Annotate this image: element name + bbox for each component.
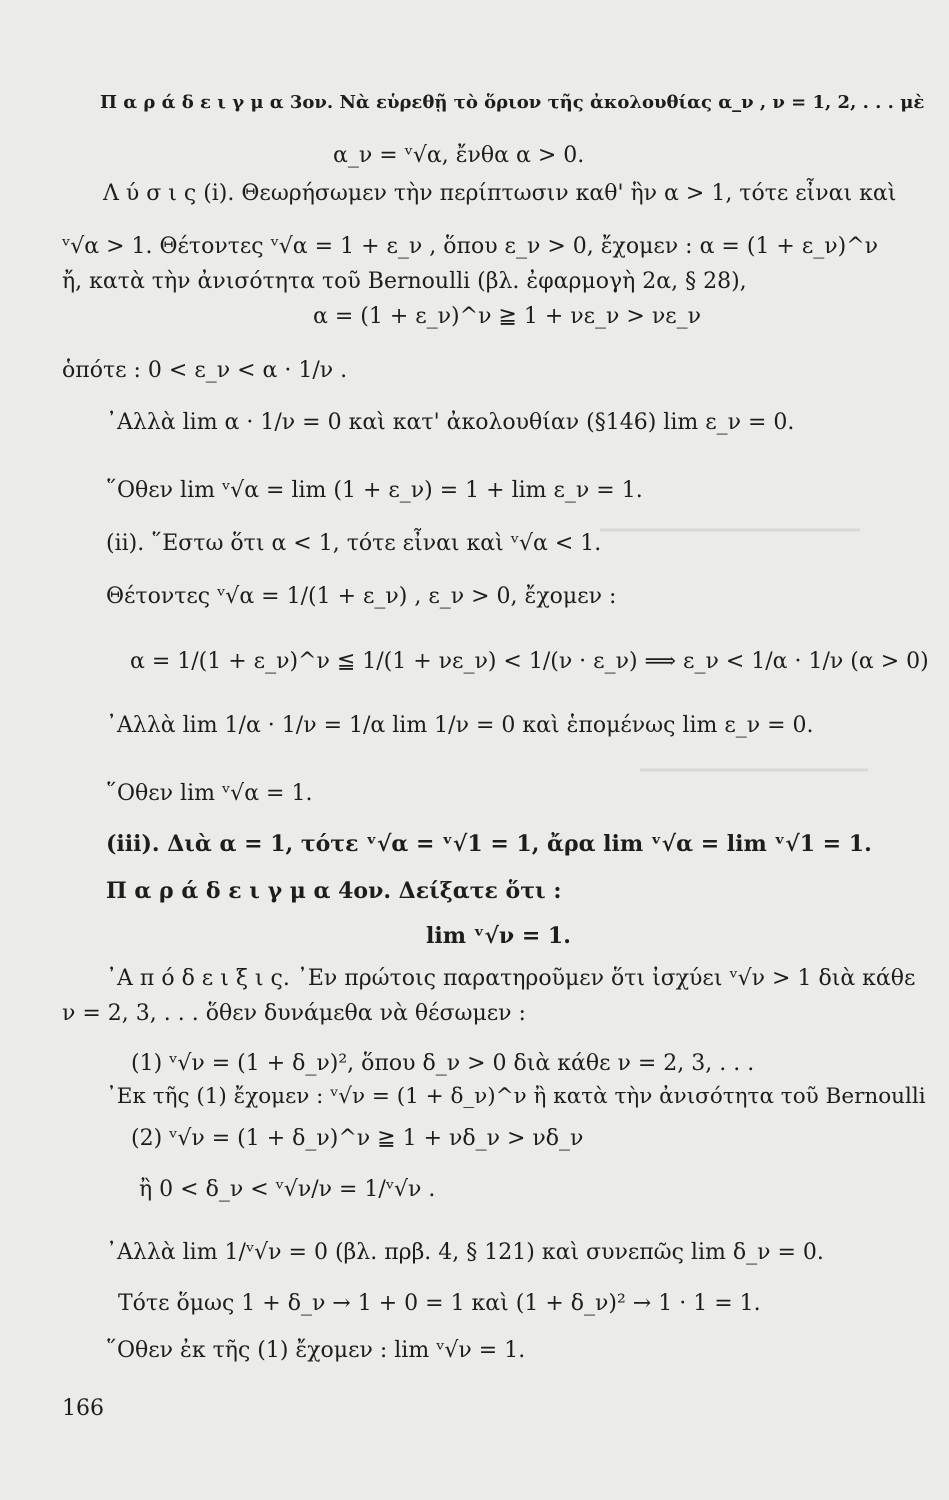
text-line: ἤ, κατὰ τὴν ἀνισότητα τοῦ Bernoulli (βλ. ἐφαρμογὴ 2α, § 28),	[62, 269, 747, 294]
example-4-heading: Π α ρ ά δ ε ι γ μ α 4ον. Δείξατε ὅτι :	[106, 878, 562, 904]
page-number: 166	[62, 1396, 104, 1421]
case-iii-line: (iii). Διὰ α = 1, τότε ᵛ√α = ᵛ√1 = 1, ἄρα lim ᵛ√α = lim ᵛ√1 = 1.	[106, 831, 872, 857]
text-line: ᾿Εκ τῆς (1) ἔχομεν : ᵛ√ν = (1 + δ_ν)^ν ἢ κατὰ τὴν ἀνισότητα τοῦ Bernoulli	[106, 1084, 926, 1109]
text-line: ᵛ√α > 1. Θέτοντες ᵛ√α = 1 + ε_ν , ὅπου ε_ν > 0, ἔχομεν : α = (1 + ε_ν)^ν	[62, 234, 879, 259]
text-line: ᾿Αλλὰ lim α · 1/ν = 0 καὶ κατ' ἀκολουθίαν (§146) lim ε_ν = 0.	[106, 410, 795, 435]
show-through-texture: ━━━━━━━━━━━━━━━━━━━━━	[640, 760, 868, 781]
text-line: ῞Οθεν ἐκ τῆς (1) ἔχομεν : lim ᵛ√ν = 1.	[106, 1338, 526, 1363]
example-3-heading: Π α ρ ά δ ε ι γ μ α 3ον. Νὰ εὑρεθῇ τὸ ὅριον τῆς ἀκολουθίας α_ν , ν = 1, 2, . . . μὲ	[100, 92, 925, 113]
solution-i-line: Λ ύ σ ι ς (i). Θεωρήσωμεν τὴν περίπτωσιν καθ' ἣν α > 1, τότε εἶναι καὶ	[103, 181, 897, 206]
equation-line: α = 1/(1 + ε_ν)^ν ≦ 1/(1 + νε_ν) < 1/(ν · ε_ν) ⟹ ε_ν < 1/α · 1/ν (α > 0)	[130, 649, 929, 674]
equation-line: ἢ 0 < δ_ν < ᵛ√ν/ν = 1/ᵛ√ν .	[139, 1177, 436, 1202]
text-line: ῞Οθεν lim ᵛ√α = lim (1 + ε_ν) = 1 + lim ε_ν = 1.	[106, 478, 643, 503]
text-line: ᾿Αλλὰ lim 1/ᵛ√ν = 0 (βλ. πρβ. 4, § 121) καὶ συνεπῶς lim δ_ν = 0.	[106, 1240, 824, 1265]
show-through-texture: ━━━━━━━━━━━━━━━━━━━━━━━━	[600, 520, 861, 541]
equation-line: α = (1 + ε_ν)^ν ≧ 1 + νε_ν > νε_ν	[313, 304, 701, 329]
text-line: ῞Οθεν lim ᵛ√α = 1.	[106, 781, 313, 806]
text-line: Θέτοντες ᵛ√α = 1/(1 + ε_ν) , ε_ν > 0, ἔχομεν :	[106, 584, 617, 609]
proof-line: ᾿Α π ό δ ε ι ξ ι ς. ᾿Εν πρώτοις παρατηροῦμεν ὅτι ἰσχύει ᵛ√ν > 1 διὰ κάθε	[106, 966, 916, 991]
text-line: ν = 2, 3, . . . ὅθεν δυνάμεθα νὰ θέσωμεν :	[62, 1001, 526, 1026]
text-line: Τότε ὅμως 1 + δ_ν → 1 + 0 = 1 καὶ (1 + δ_ν)² → 1 · 1 = 1.	[118, 1291, 761, 1316]
equation-line: (1) ᵛ√ν = (1 + δ_ν)², ὅπου δ_ν > 0 διὰ κάθε ν = 2, 3, . . .	[131, 1051, 755, 1076]
case-ii-line: (ii). ῞Εστω ὅτι α < 1, τότε εἶναι καὶ ᵛ√α < 1.	[106, 531, 602, 556]
equation-line: lim ᵛ√ν = 1.	[426, 923, 571, 949]
equation-line: ὁπότε : 0 < ε_ν < α · 1/ν .	[62, 358, 348, 383]
equation-line: (2) ᵛ√ν = (1 + δ_ν)^ν ≧ 1 + νδ_ν > νδ_ν	[131, 1126, 584, 1151]
equation-line: α_ν = ᵛ√α, ἔνθα α > 0.	[333, 143, 585, 168]
text-line: ᾿Αλλὰ lim 1/α · 1/ν = 1/α lim 1/ν = 0 καὶ ἑπομένως lim ε_ν = 0.	[106, 713, 814, 738]
